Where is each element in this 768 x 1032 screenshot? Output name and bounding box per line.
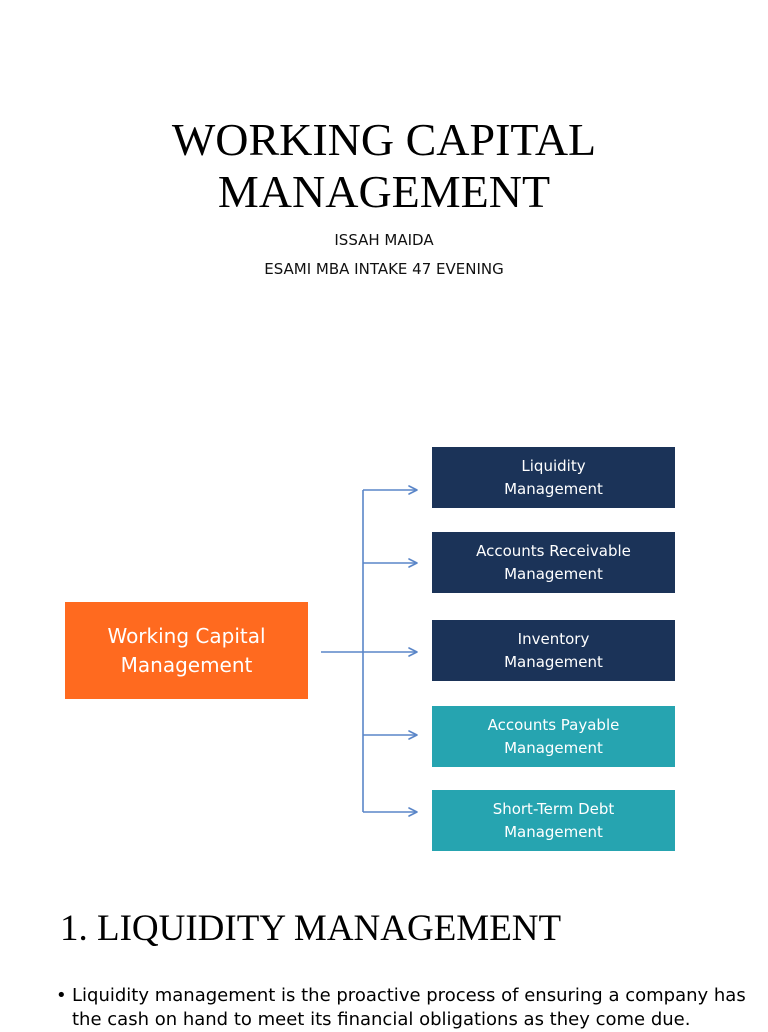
- arrow-head-icon: [409, 486, 417, 494]
- section-heading: 1. LIQUIDITY MANAGEMENT: [60, 908, 562, 949]
- child-box-label: Liquidity Management: [504, 456, 603, 498]
- accounts-payable-management-box: [432, 706, 675, 767]
- author-name: ISSAH MAIDA: [334, 231, 434, 249]
- child-box-label: Accounts Receivable Management: [476, 541, 631, 583]
- arrow-head-icon: [409, 731, 417, 739]
- slide-title-line-2: MANAGEMENT: [217, 166, 551, 217]
- child-box-label: Accounts Payable Management: [487, 715, 620, 757]
- program-name: ESAMI MBA INTAKE 47 EVENING: [264, 260, 504, 278]
- bullet-text: Liquidity management is the proactive process of ensuring a company has the cash on hand to meet its financial obligations as they come due.: [72, 985, 746, 1030]
- slide-title: [0, 114, 768, 218]
- center-box-label: Working Capital Management: [107, 623, 266, 677]
- child-box-label: Inventory Management: [504, 629, 603, 671]
- liquidity-management-box: [432, 447, 675, 508]
- child-box-label: Short-Term Debt Management: [492, 799, 615, 841]
- bullet-list: [56, 984, 768, 1032]
- arrow-head-icon: [409, 648, 417, 656]
- bullet-item: [56, 984, 768, 1032]
- slide-title-line-1: WORKING CAPITAL: [171, 114, 597, 165]
- accounts-receivable-management-box: [432, 532, 675, 593]
- arrow-head-icon: [409, 808, 417, 816]
- inventory-management-box: [432, 620, 675, 681]
- bullet-icon: •: [56, 985, 67, 1006]
- connector-lines: [321, 486, 417, 816]
- arrow-head-icon: [409, 559, 417, 567]
- working-capital-management-box: [65, 602, 308, 699]
- short-term-debt-management-box: [432, 790, 675, 851]
